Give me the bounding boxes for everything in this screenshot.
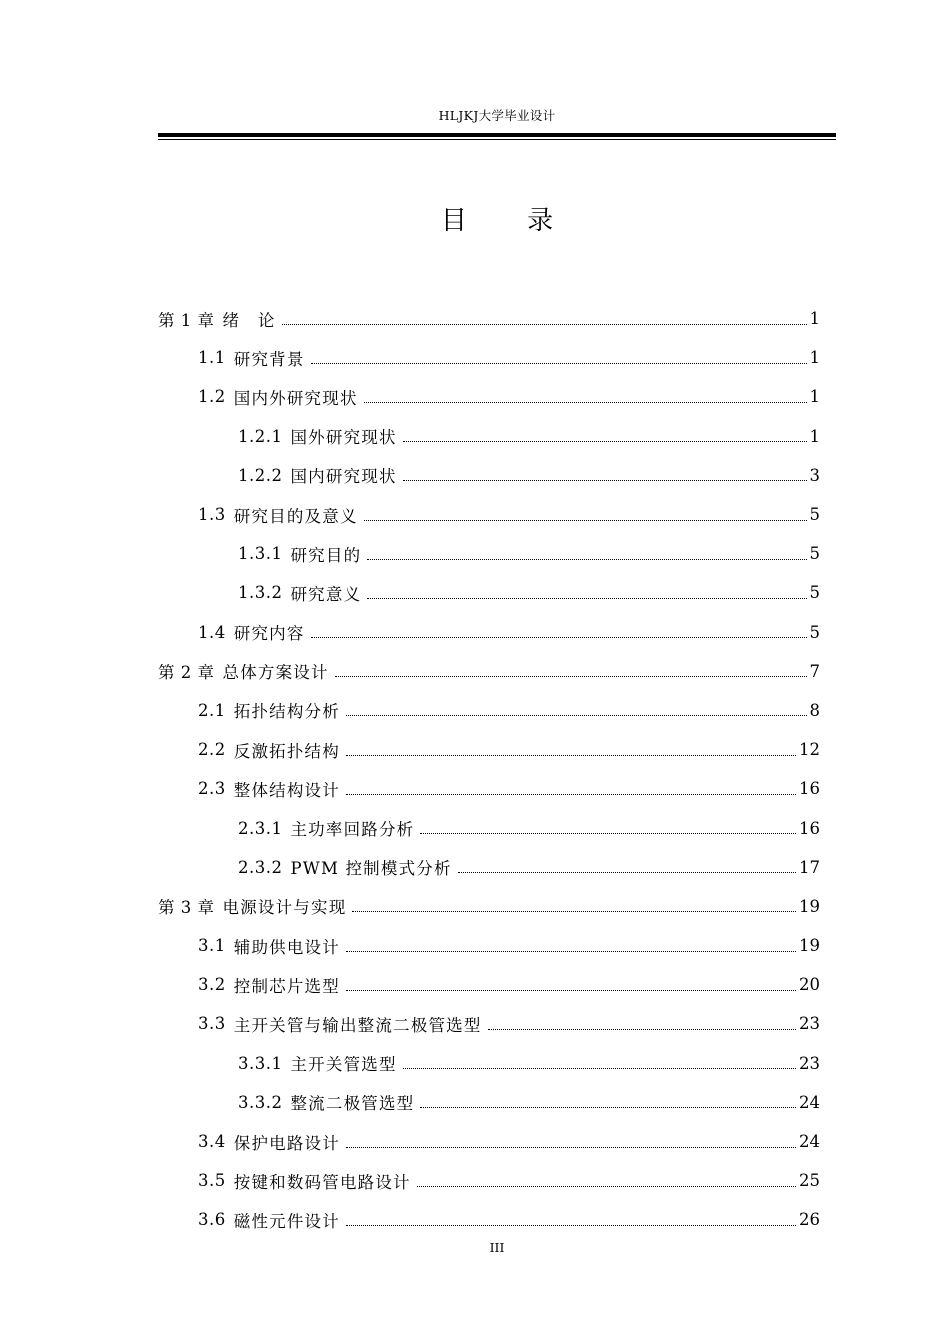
toc-entry-page: 23 xyxy=(799,1053,820,1073)
toc-leader-dots xyxy=(335,675,807,677)
toc-entry[interactable] xyxy=(158,613,820,652)
toc-entry-number: 第 1 章 xyxy=(158,310,215,330)
toc-entry-page: 7 xyxy=(809,661,820,681)
toc-entry-title: 控制芯片选型 xyxy=(233,976,340,996)
toc-leader-dots xyxy=(282,323,807,325)
toc-entry-title: 研究内容 xyxy=(233,624,305,644)
running-header: HLJKJ大学毕业设计 xyxy=(438,108,556,123)
toc-entry-page: 5 xyxy=(809,544,820,564)
toc-entry[interactable] xyxy=(158,652,820,691)
toc-leader-dots xyxy=(346,793,796,795)
toc-entry-page: 5 xyxy=(809,505,820,525)
toc-entry-number: 1.3.2 xyxy=(238,583,283,603)
toc-leader-dots xyxy=(367,597,806,599)
toc-entry-number: 3.3 xyxy=(198,1014,226,1034)
toc-entry-title: 整体结构设计 xyxy=(233,780,340,800)
toc-entry-page: 16 xyxy=(799,818,820,838)
toc-entry-page: 24 xyxy=(799,1092,820,1112)
toc-entry-page: 20 xyxy=(799,975,820,995)
toc-entry-number: 1.3 xyxy=(198,505,226,525)
toc-entry-number: 1.4 xyxy=(198,622,226,642)
toc-entry-number: 2.3 xyxy=(198,779,226,799)
toc-leader-dots xyxy=(367,558,806,560)
toc-leader-dots xyxy=(403,479,807,481)
toc-entry-page: 5 xyxy=(809,583,820,603)
toc-entry-title: 电源设计与实现 xyxy=(222,898,347,918)
toc-entry-title: 辅助供电设计 xyxy=(233,937,340,957)
toc-entry-title: 研究背景 xyxy=(233,349,305,369)
toc-entry-title: 整流二极管选型 xyxy=(290,1094,415,1114)
toc-entry-number: 第 3 章 xyxy=(158,898,215,918)
toc-entry-title: 国内研究现状 xyxy=(290,467,397,487)
toc-entry[interactable] xyxy=(158,769,820,808)
toc-entry-page: 16 xyxy=(799,779,820,799)
toc-leader-dots xyxy=(364,401,807,403)
toc-entry-page: 19 xyxy=(799,936,820,956)
toc-entry-number: 1.3.1 xyxy=(238,544,283,564)
toc-entry-title: 主功率回路分析 xyxy=(290,820,415,840)
toc-entry-page: 24 xyxy=(799,1132,820,1152)
toc-entry-title: 反激拓扑结构 xyxy=(233,741,340,761)
toc-leader-dots xyxy=(311,362,807,364)
toc-entry[interactable] xyxy=(158,1161,820,1200)
toc-leader-dots xyxy=(420,1106,796,1108)
toc-leader-dots xyxy=(403,440,807,442)
toc-leader-dots xyxy=(458,871,796,873)
toc-entry-page: 12 xyxy=(799,740,820,760)
toc-entry-page: 23 xyxy=(799,1014,820,1034)
toc-entry-title: 绪 论 xyxy=(222,310,276,330)
toc-entry-page: 1 xyxy=(809,309,820,329)
toc-entry-page: 5 xyxy=(809,622,820,642)
toc-entry-title: 按键和数码管电路设计 xyxy=(233,1172,411,1192)
toc-entry-number: 3.3.2 xyxy=(238,1092,283,1112)
toc-entry[interactable] xyxy=(158,338,820,377)
toc-entry[interactable] xyxy=(158,1044,820,1083)
page-number: III xyxy=(489,1240,505,1255)
toc-entry-number: 3.4 xyxy=(198,1132,226,1152)
toc-entry-number: 3.5 xyxy=(198,1171,226,1191)
toc-entry-number: 3.6 xyxy=(198,1210,226,1230)
toc-entry-page: 8 xyxy=(809,700,820,720)
toc-entry-number: 1.2 xyxy=(198,387,226,407)
toc-leader-dots xyxy=(364,519,807,521)
toc-entry-title: 研究目的 xyxy=(290,545,362,565)
toc-entry-title: 磁性元件设计 xyxy=(233,1211,340,1231)
header-rule-thin xyxy=(158,139,836,140)
toc-entry[interactable] xyxy=(158,926,820,965)
toc-entry-number: 第 2 章 xyxy=(158,663,215,683)
toc-leader-dots xyxy=(346,1146,796,1148)
toc-entry-title: 总体方案设计 xyxy=(222,663,329,683)
toc-entry[interactable] xyxy=(158,1122,820,1161)
toc-entry-title: 拓扑结构分析 xyxy=(233,702,340,722)
toc-leader-dots xyxy=(420,832,796,834)
toc-entry-page: 19 xyxy=(799,896,820,916)
toc-entry-title: PWM 控制模式分析 xyxy=(290,859,452,879)
toc-entry[interactable] xyxy=(158,887,820,926)
toc-entry[interactable] xyxy=(158,377,820,416)
toc-entry-page: 1 xyxy=(809,426,820,446)
toc-entry[interactable] xyxy=(158,573,820,612)
toc-entry-number: 3.2 xyxy=(198,975,226,995)
toc-entry-number: 1.1 xyxy=(198,348,226,368)
toc-entry[interactable] xyxy=(158,417,820,456)
toc-entry[interactable] xyxy=(158,730,820,769)
toc-entry[interactable] xyxy=(158,534,820,573)
toc-leader-dots xyxy=(403,1067,796,1069)
toc-entry-number: 2.3.1 xyxy=(238,818,283,838)
toc-leader-dots xyxy=(417,1185,796,1187)
toc-entry-number: 1.2.2 xyxy=(238,465,283,485)
toc-entry[interactable] xyxy=(158,848,820,887)
toc-entry-title: 研究目的及意义 xyxy=(233,506,358,526)
toc-entry-title: 主开关管与输出整流二极管选型 xyxy=(233,1015,482,1035)
toc-leader-dots xyxy=(346,754,796,756)
toc-entry-number: 2.1 xyxy=(198,700,226,720)
toc-entry-page: 1 xyxy=(809,387,820,407)
toc-entry[interactable] xyxy=(158,808,820,847)
page-title: 目 录 xyxy=(440,206,580,236)
toc-entry-number: 1.2.1 xyxy=(238,426,283,446)
toc-entry-number: 3.3.1 xyxy=(238,1053,283,1073)
toc-entry[interactable] xyxy=(158,965,820,1004)
toc-entry-page: 26 xyxy=(799,1210,820,1230)
toc-leader-dots xyxy=(346,950,796,952)
toc-entry-title: 研究意义 xyxy=(290,584,362,604)
toc-entry-title: 主开关管选型 xyxy=(290,1055,397,1075)
toc-entry[interactable] xyxy=(158,1200,820,1239)
toc-entry-number: 3.1 xyxy=(198,936,226,956)
toc-leader-dots xyxy=(346,1224,796,1226)
toc-leader-dots xyxy=(488,1028,796,1030)
table-of-contents xyxy=(158,299,820,1240)
toc-entry[interactable] xyxy=(158,1083,820,1122)
header-rule-thick xyxy=(158,133,836,137)
toc-leader-dots xyxy=(346,989,796,991)
toc-entry[interactable] xyxy=(158,495,820,534)
toc-entry[interactable] xyxy=(158,1004,820,1043)
toc-leader-dots xyxy=(311,636,807,638)
toc-leader-dots xyxy=(346,714,807,716)
toc-entry-page: 1 xyxy=(809,348,820,368)
toc-entry-title: 国外研究现状 xyxy=(290,428,397,448)
toc-entry-title: 国内外研究现状 xyxy=(233,388,358,408)
toc-entry-title: 保护电路设计 xyxy=(233,1133,340,1153)
toc-entry-number: 2.2 xyxy=(198,740,226,760)
toc-entry-page: 17 xyxy=(799,857,820,877)
toc-entry-page: 3 xyxy=(809,465,820,485)
toc-entry[interactable] xyxy=(158,299,820,338)
toc-entry[interactable] xyxy=(158,456,820,495)
toc-entry-page: 25 xyxy=(799,1171,820,1191)
toc-entry[interactable] xyxy=(158,691,820,730)
toc-leader-dots xyxy=(352,910,796,912)
toc-entry-number: 2.3.2 xyxy=(238,857,283,877)
